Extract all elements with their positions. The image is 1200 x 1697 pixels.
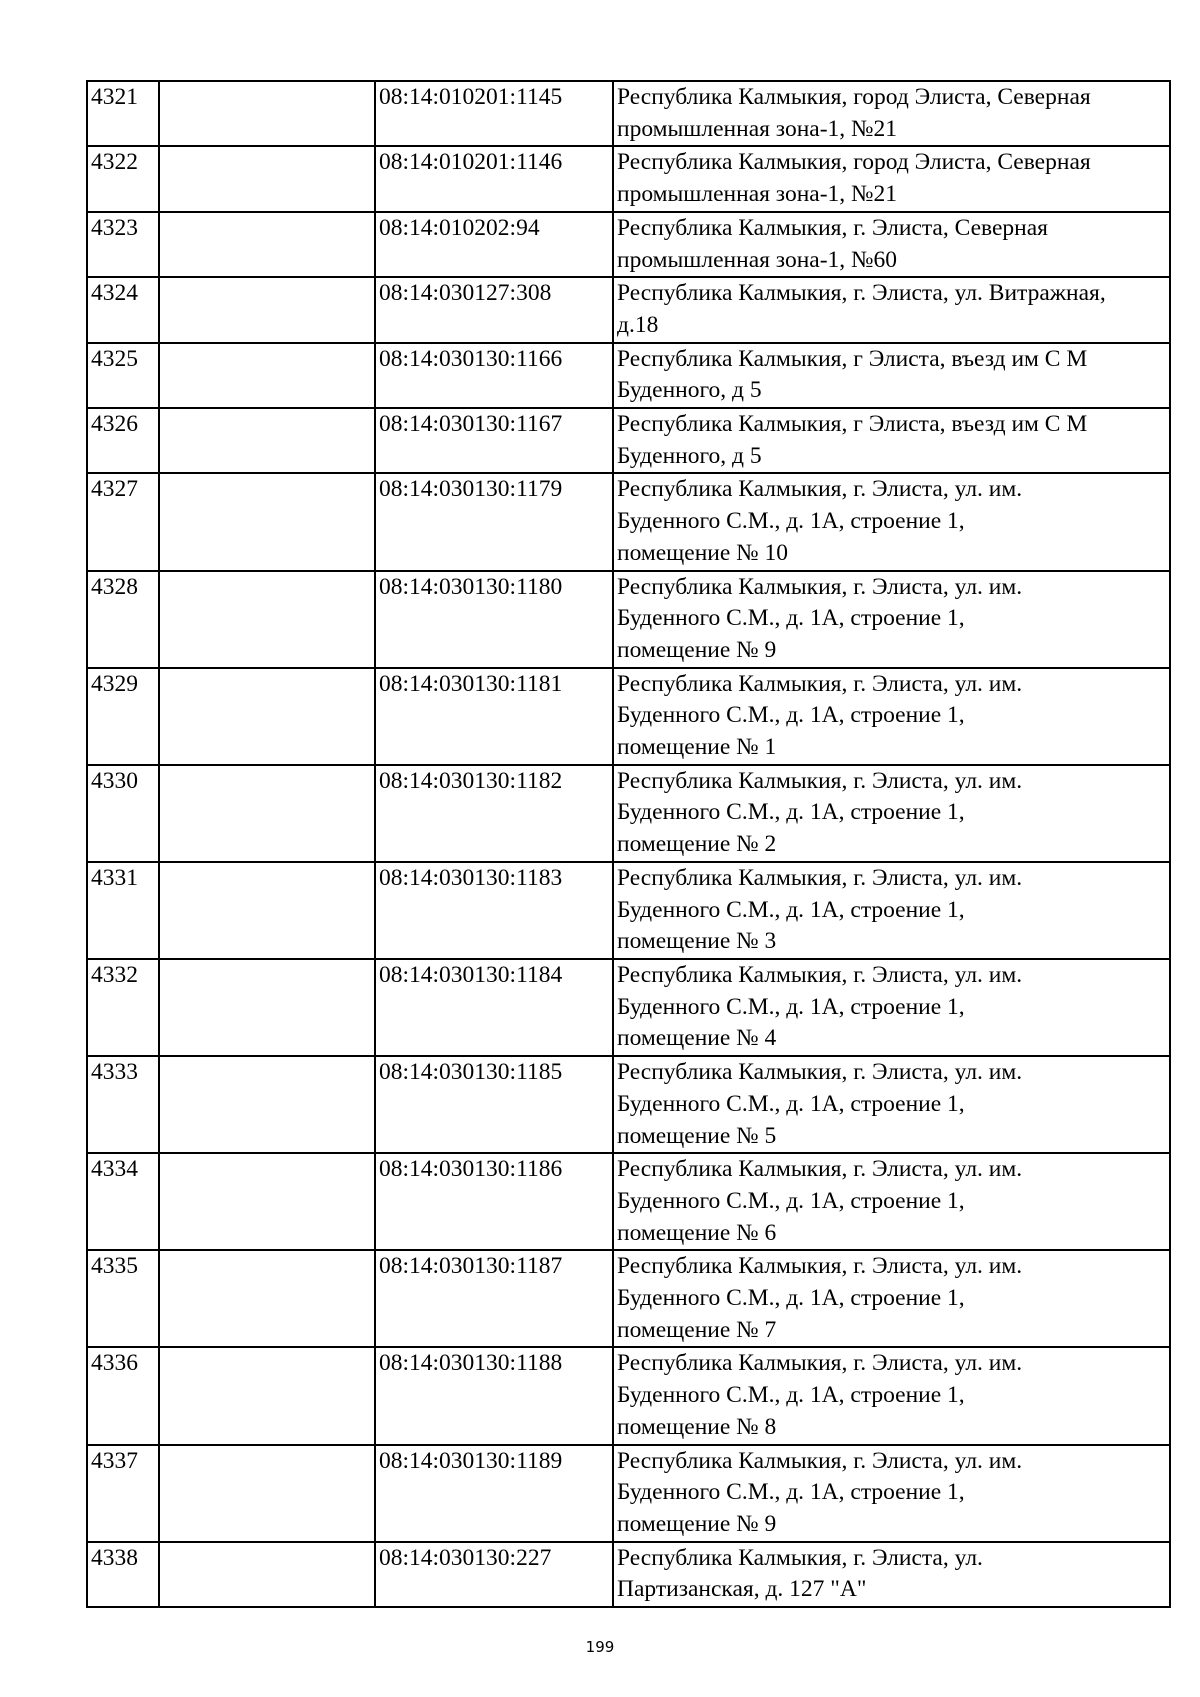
table-row [87,277,1170,342]
blank-cell [159,862,375,959]
table-row [87,1347,1170,1444]
address-line: Республика Калмыкия, г. Элиста, ул. [617,1544,983,1571]
address-line: Республика Калмыкия, г. Элиста, ул. им. [617,573,1023,600]
blank-cell [159,1445,375,1542]
blank-cell [159,212,375,277]
cadastral-number-cell: 08:14:030130:1186 [375,1153,613,1250]
address-cell [613,1250,1170,1347]
blank-cell [159,1056,375,1153]
row-number-cell: 4334 [87,1153,159,1250]
address-cell [613,473,1170,570]
address-cell [613,1056,1170,1153]
blank-cell [159,408,375,473]
row-number-cell: 4336 [87,1347,159,1444]
address-line: Республика Калмыкия, г. Элиста, ул. им. [617,476,1023,503]
address-line: помещение № 6 [617,1219,777,1246]
row-number-cell: 4327 [87,473,159,570]
address-line: Буденного, д 5 [617,442,762,469]
address-line: Буденного С.М., д. 1А, строение 1, [617,702,965,729]
address-cell [613,1153,1170,1250]
address-cell [613,959,1170,1056]
address-line: Республика Калмыкия, г. Элиста, ул. им. [617,670,1023,697]
table-row [87,862,1170,959]
cadastral-number-cell: 08:14:030130:1184 [375,959,613,1056]
address-line: Республика Калмыкия, г. Элиста, ул. им. [617,1156,1023,1183]
address-cell [613,343,1170,408]
address-cell [613,1347,1170,1444]
property-table [86,80,1171,1608]
address-cell [613,146,1170,211]
row-number-cell: 4322 [87,146,159,211]
row-number-cell: 4324 [87,277,159,342]
row-number-cell: 4325 [87,343,159,408]
table-body [87,81,1170,1607]
address-line: Буденного С.М., д. 1А, строение 1, [617,1187,965,1214]
address-line: Буденного С.М., д. 1А, строение 1, [617,1090,965,1117]
blank-cell [159,571,375,668]
row-number-cell: 4335 [87,1250,159,1347]
address-line: Республика Калмыкия, г. Элиста, Северная [617,214,1048,241]
cadastral-number-cell: 08:14:030130:1188 [375,1347,613,1444]
table-row [87,765,1170,862]
blank-cell [159,765,375,862]
address-line: Республика Калмыкия, г. Элиста, ул. им. [617,961,1023,988]
cadastral-number-cell: 08:14:010201:1145 [375,81,613,146]
address-line: Республика Калмыкия, г. Элиста, ул. им. [617,864,1023,891]
row-number-cell: 4338 [87,1542,159,1607]
row-number-cell: 4332 [87,959,159,1056]
address-line: Республика Калмыкия, г. Элиста, ул. им. [617,767,1023,794]
address-cell [613,212,1170,277]
address-line: Республика Калмыкия, г Элиста, въезд им С М [617,411,1088,438]
address-line: помещение № 7 [617,1316,777,1343]
address-line: Буденного С.М., д. 1А, строение 1, [617,993,965,1020]
address-line: промышленная зона-1, №21 [617,181,897,208]
blank-cell [159,81,375,146]
table-row [87,343,1170,408]
table-row [87,212,1170,277]
address-line: д.18 [617,311,659,338]
row-number-cell: 4321 [87,81,159,146]
address-line: промышленная зона-1, №60 [617,246,897,273]
table-row [87,1056,1170,1153]
address-cell [613,277,1170,342]
blank-cell [159,1542,375,1607]
address-line: помещение № 9 [617,636,777,663]
table-row [87,1250,1170,1347]
address-line: Буденного, д 5 [617,377,762,404]
table-row [87,473,1170,570]
address-line: Республика Калмыкия, г. Элиста, ул. им. [617,1059,1023,1086]
cadastral-number-cell: 08:14:030130:1179 [375,473,613,570]
address-line: Республика Калмыкия, г. Элиста, ул. им. [617,1447,1023,1474]
address-line: помещение № 4 [617,1025,777,1052]
row-number-cell: 4329 [87,668,159,765]
cadastral-number-cell: 08:14:030130:1183 [375,862,613,959]
address-line: помещение № 2 [617,831,777,858]
address-cell [613,408,1170,473]
blank-cell [159,1250,375,1347]
cadastral-number-cell: 08:14:030127:308 [375,277,613,342]
blank-cell [159,1347,375,1444]
table-row [87,1542,1170,1607]
cadastral-number-cell: 08:14:030130:1166 [375,343,613,408]
blank-cell [159,1153,375,1250]
address-line: Партизанская, д. 127 "А" [617,1576,867,1603]
address-line: помещение № 1 [617,734,777,761]
address-line: Республика Калмыкия, г. Элиста, ул. Витражная, [617,280,1106,307]
address-line: помещение № 3 [617,928,777,955]
address-line: Буденного С.М., д. 1А, строение 1, [617,508,965,535]
address-line: Буденного С.М., д. 1А, строение 1, [617,1479,965,1506]
address-line: Республика Калмыкия, г. Элиста, ул. им. [617,1350,1023,1377]
table-row [87,959,1170,1056]
cadastral-number-cell: 08:14:030130:227 [375,1542,613,1607]
blank-cell [159,146,375,211]
address-line: промышленная зона-1, №21 [617,115,897,142]
address-line: Республика Калмыкия, город Элиста, Северная [617,84,1091,110]
address-cell [613,862,1170,959]
address-cell [613,668,1170,765]
address-cell [613,765,1170,862]
row-number-cell: 4337 [87,1445,159,1542]
blank-cell [159,277,375,342]
address-line: Республика Калмыкия, г. Элиста, ул. им. [617,1253,1023,1280]
table-row [87,1445,1170,1542]
address-cell [613,571,1170,668]
address-line: помещение № 10 [617,539,788,566]
cadastral-number-cell: 08:14:030130:1182 [375,765,613,862]
row-number-cell: 4323 [87,212,159,277]
table-row [87,146,1170,211]
blank-cell [159,668,375,765]
row-number-cell: 4330 [87,765,159,862]
table-row [87,408,1170,473]
table-row [87,571,1170,668]
row-number-cell: 4328 [87,571,159,668]
blank-cell [159,959,375,1056]
page-number: 199 [585,1638,615,1656]
address-line: помещение № 5 [617,1122,777,1149]
cadastral-number-cell: 08:14:030130:1167 [375,408,613,473]
address-line: Буденного С.М., д. 1А, строение 1, [617,1382,965,1409]
cadastral-number-cell: 08:14:030130:1185 [375,1056,613,1153]
address-line: помещение № 9 [617,1510,777,1537]
address-line: Республика Калмыкия, г Элиста, въезд им С М [617,345,1088,372]
cadastral-number-cell: 08:14:030130:1181 [375,668,613,765]
address-cell [613,1542,1170,1607]
address-line: помещение № 8 [617,1413,777,1440]
address-line: Республика Калмыкия, город Элиста, Северная [617,149,1091,176]
cadastral-number-cell: 08:14:030130:1189 [375,1445,613,1542]
row-number-cell: 4333 [87,1056,159,1153]
address-line: Буденного С.М., д. 1А, строение 1, [617,605,965,632]
table-row [87,1153,1170,1250]
row-number-cell: 4326 [87,408,159,473]
address-line: Буденного С.М., д. 1А, строение 1, [617,1285,965,1312]
address-line: Буденного С.М., д. 1А, строение 1, [617,896,965,923]
address-line: Буденного С.М., д. 1А, строение 1, [617,799,965,826]
table-row [87,81,1170,146]
cadastral-number-cell: 08:14:010202:94 [375,212,613,277]
cadastral-number-cell: 08:14:010201:1146 [375,146,613,211]
address-cell [613,1445,1170,1542]
blank-cell [159,343,375,408]
cadastral-number-cell: 08:14:030130:1187 [375,1250,613,1347]
row-number-cell: 4331 [87,862,159,959]
table-row [87,668,1170,765]
cadastral-number-cell: 08:14:030130:1180 [375,571,613,668]
address-cell [613,81,1170,146]
blank-cell [159,473,375,570]
